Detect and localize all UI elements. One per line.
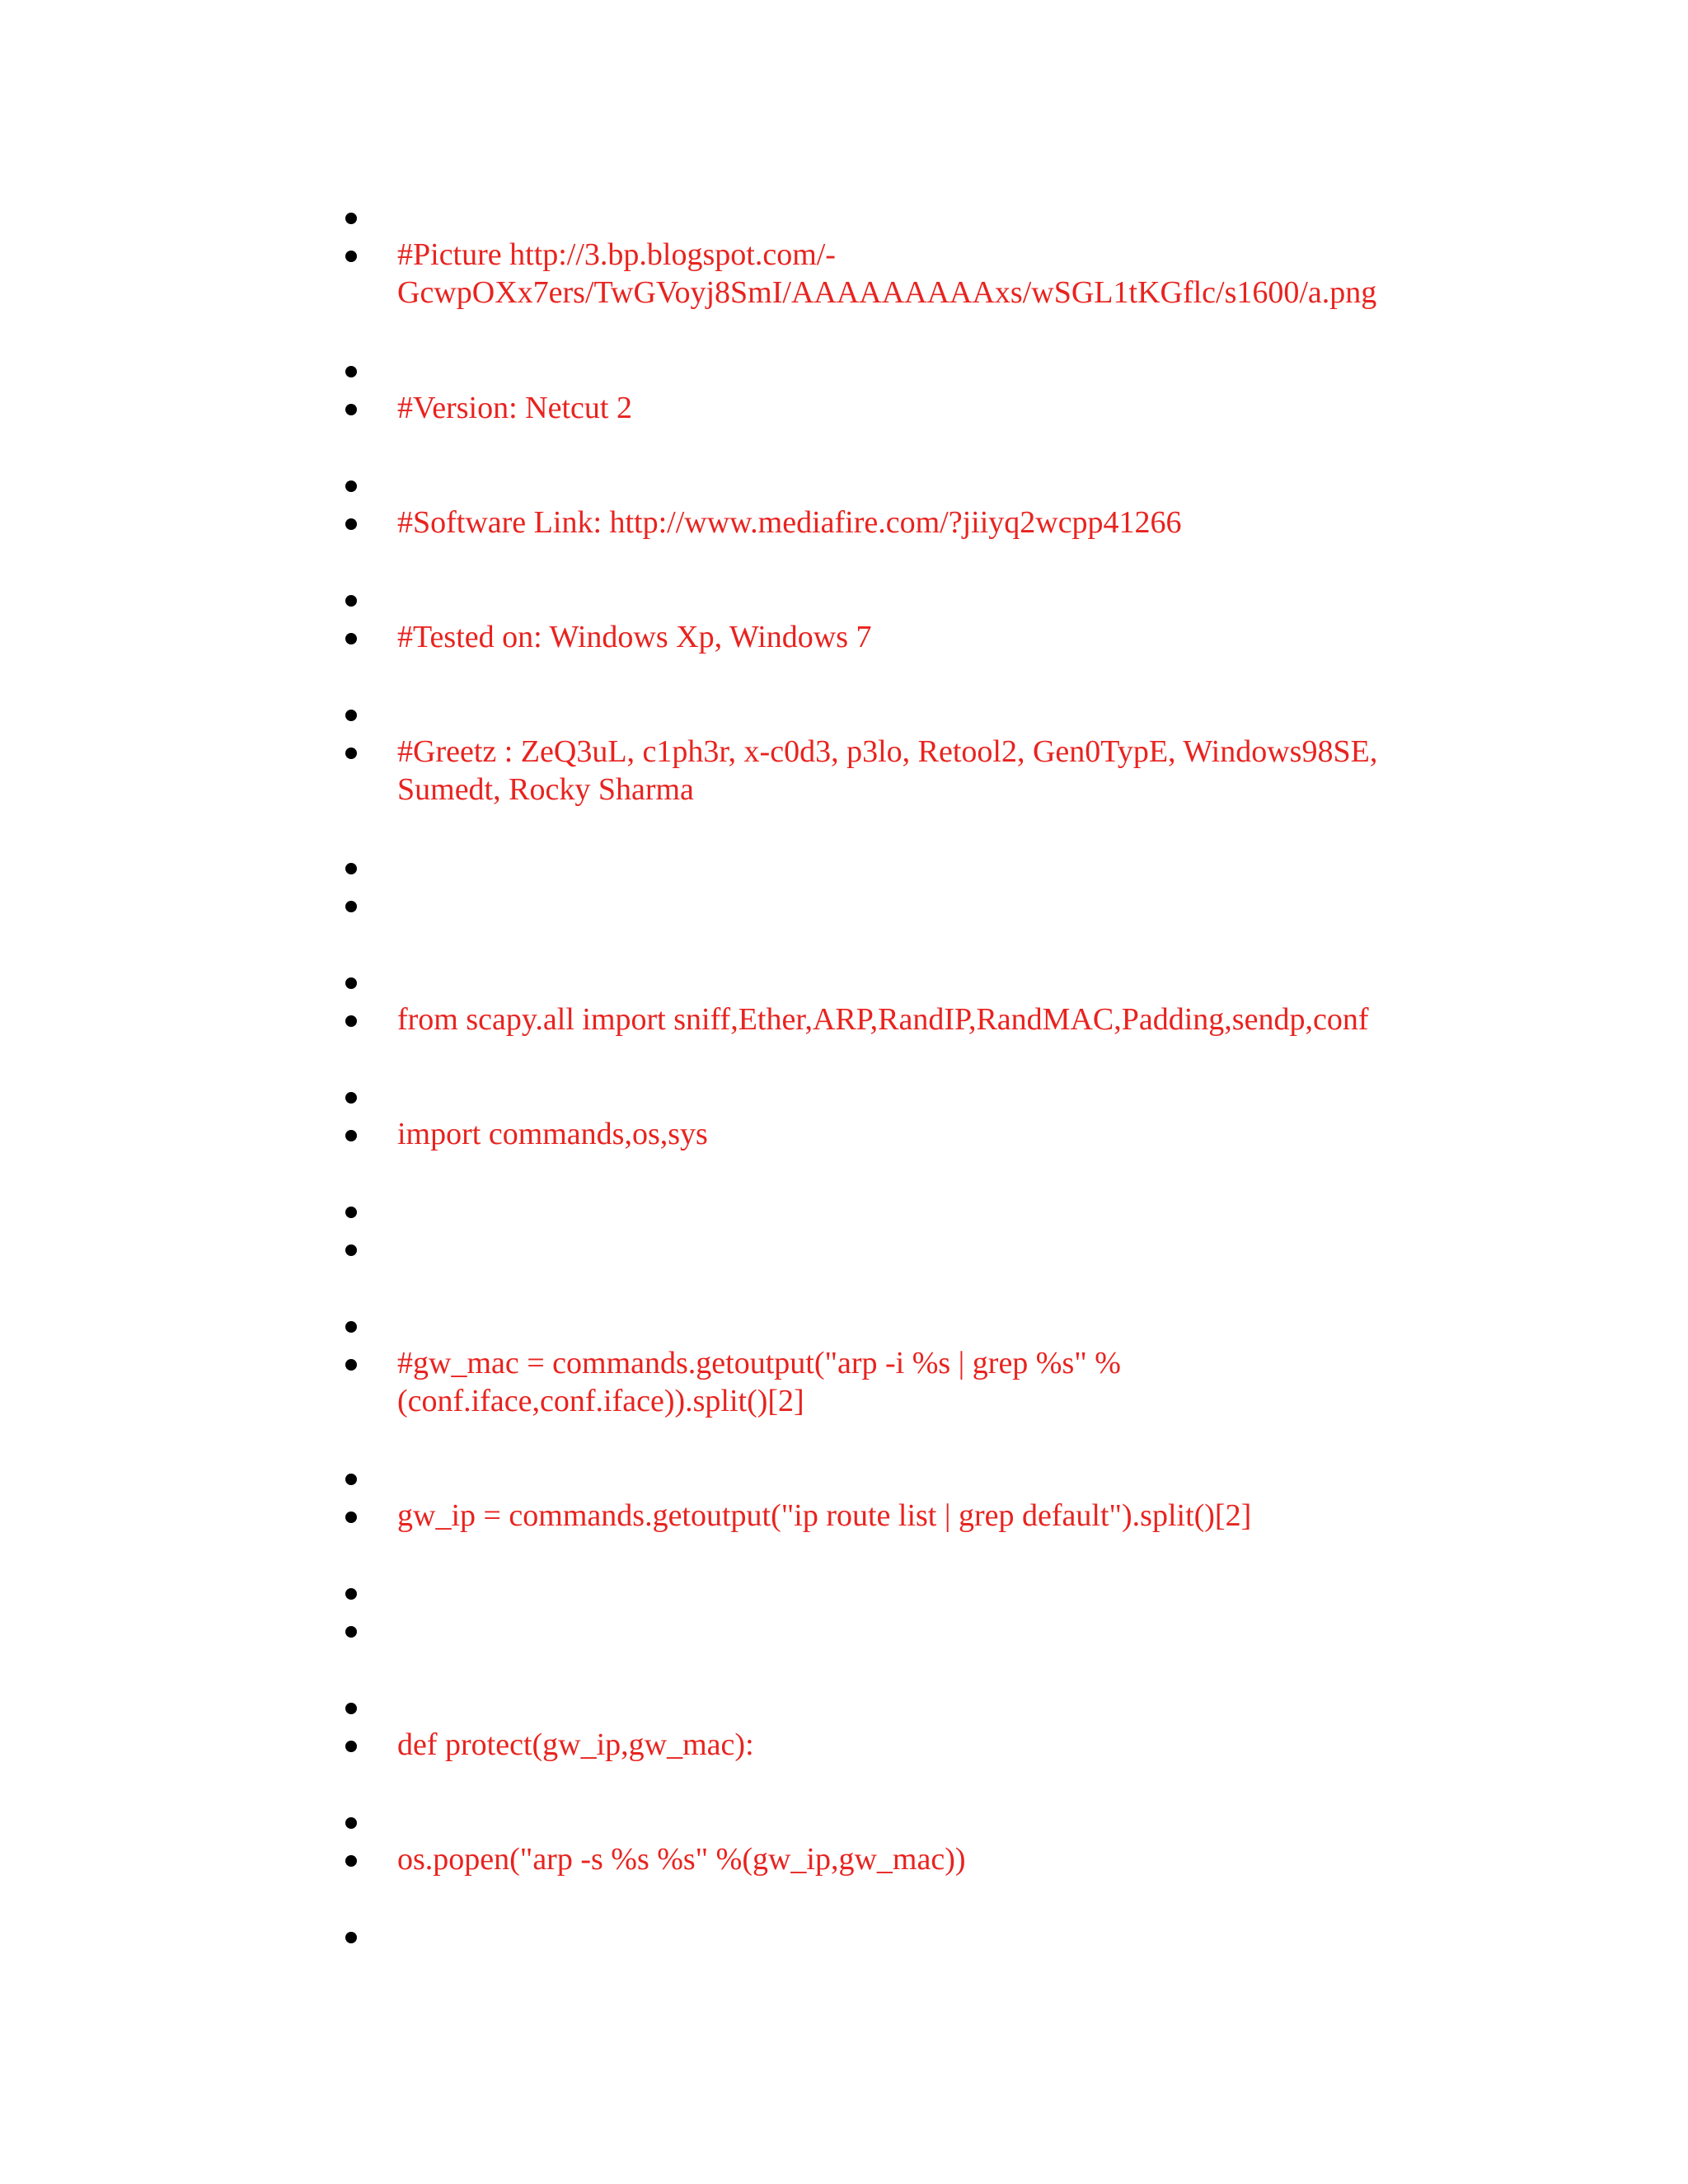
bullet-icon — [345, 748, 357, 759]
bullet-icon — [345, 1855, 357, 1867]
bullet-icon — [345, 480, 357, 492]
bullet-icon — [345, 1321, 357, 1333]
bullet-icon — [345, 251, 357, 262]
bullet-icon — [345, 213, 357, 224]
list-item-text: #Version: Netcut 2 — [397, 391, 632, 425]
bullet-icon — [345, 1932, 357, 1943]
bullet-icon — [345, 1474, 357, 1485]
bullet-icon — [345, 710, 357, 721]
bullet-icon — [345, 1511, 357, 1523]
bullet-icon — [345, 977, 357, 989]
bullet-icon — [345, 1359, 357, 1371]
bullet-icon — [345, 1626, 357, 1638]
list-item-text: #Greetz : ZeQ3uL, c1ph3r, x-c0d3, p3lo, Retool2, Gen0TypE, Windows98SE, Sumedt, Rocky Sharma — [397, 734, 1378, 807]
bullet-icon — [345, 1092, 357, 1104]
bullet-icon — [345, 1741, 357, 1752]
bullet-icon — [345, 901, 357, 912]
bullet-icon — [345, 1130, 357, 1141]
bullet-icon — [345, 404, 357, 415]
bullet-icon — [345, 1015, 357, 1027]
bullet-icon — [345, 1207, 357, 1218]
list-item-text: #Picture http://3.bp.blogspot.com/-GcwpOXx7ers/TwGVoyj8SmI/AAAAAAAAAxs/wSGL1tKGflc/s1600/a.png — [397, 237, 1377, 310]
list-item-text: #Software Link: http://www.mediafire.com/?jiiyq2wcpp41266 — [397, 505, 1182, 540]
list-item-text: from scapy.all import sniff,Ether,ARP,RandIP,RandMAC,Padding,sendp,conf — [397, 1002, 1369, 1037]
list-item-text: os.popen("arp -s %s %s" %(gw_ip,gw_mac)) — [397, 1842, 966, 1877]
bullet-icon — [345, 1817, 357, 1829]
list-item-text: #gw_mac = commands.getoutput("arp -i %s | grep %s" % (conf.iface,conf.iface)).split()[2] — [397, 1346, 1121, 1418]
list-item-text: #Tested on: Windows Xp, Windows 7 — [397, 620, 872, 654]
list-item-text: import commands,os,sys — [397, 1117, 708, 1151]
bullet-icon — [345, 863, 357, 874]
bullet-icon — [345, 633, 357, 644]
bullet-icon — [345, 366, 357, 377]
list-item-text: gw_ip = commands.getoutput("ip route list | grep default").split()[2] — [397, 1498, 1252, 1533]
list-item-text: def protect(gw_ip,gw_mac): — [397, 1727, 754, 1762]
bullet-icon — [345, 1588, 357, 1600]
bullet-icon — [345, 518, 357, 530]
bullet-icon — [345, 595, 357, 607]
bullet-icon — [345, 1244, 357, 1256]
bullet-icon — [345, 1703, 357, 1714]
